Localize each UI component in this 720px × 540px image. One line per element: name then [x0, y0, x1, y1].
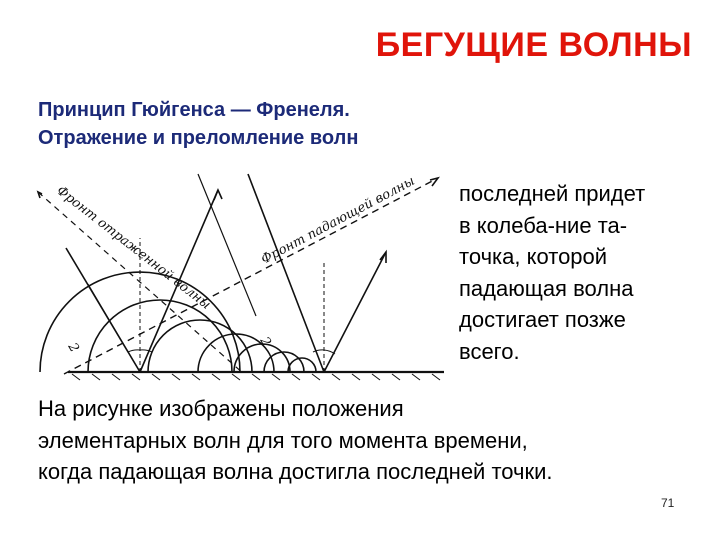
- surface-hatching: [72, 374, 440, 380]
- side-line: последней придет: [459, 181, 646, 206]
- caption-paragraph: [38, 393, 708, 488]
- subtitle-line: Отражение и преломление волн: [38, 127, 359, 149]
- side-line: падающая волна: [459, 275, 634, 301]
- angle-arc: [313, 350, 324, 352]
- side-line: достигает позже: [459, 307, 626, 332]
- wave-diagram: [28, 168, 448, 390]
- angle-arc: [324, 350, 335, 354]
- incident-front-line: [64, 178, 438, 374]
- huygens-figure: [28, 168, 448, 390]
- angle-label-left: 2: [64, 340, 82, 356]
- angle-arc: [128, 350, 140, 352]
- arrow-head: [214, 190, 222, 200]
- incident-front-label: Фронт падающей волны: [258, 173, 418, 268]
- side-paragraph: [459, 178, 699, 367]
- reflected-front-label: Фронт отраженной волны: [53, 183, 214, 313]
- reflected-ray: [324, 252, 386, 372]
- slide-subtitle: [38, 96, 358, 152]
- angle-label-right: 2: [256, 334, 274, 350]
- slide-title: БЕГУЩИЕ ВОЛНЫ: [375, 26, 692, 64]
- caption-line: На рисунке изображены положения: [38, 396, 404, 421]
- caption-line: элементарных волн для того момента времени,: [38, 427, 528, 453]
- reflected-ray: [88, 284, 140, 372]
- subtitle-line: Принцип Гюйгенса — Френеля.: [38, 99, 350, 121]
- elementary-wave-arc: [88, 300, 232, 372]
- side-line: в колеба-ние та-: [459, 212, 628, 238]
- caption-line: когда падающая волна достигла последней точки.: [38, 459, 553, 484]
- side-line: всего.: [459, 338, 520, 364]
- page-number: 71: [661, 496, 675, 510]
- side-line: точка, которой: [459, 244, 608, 269]
